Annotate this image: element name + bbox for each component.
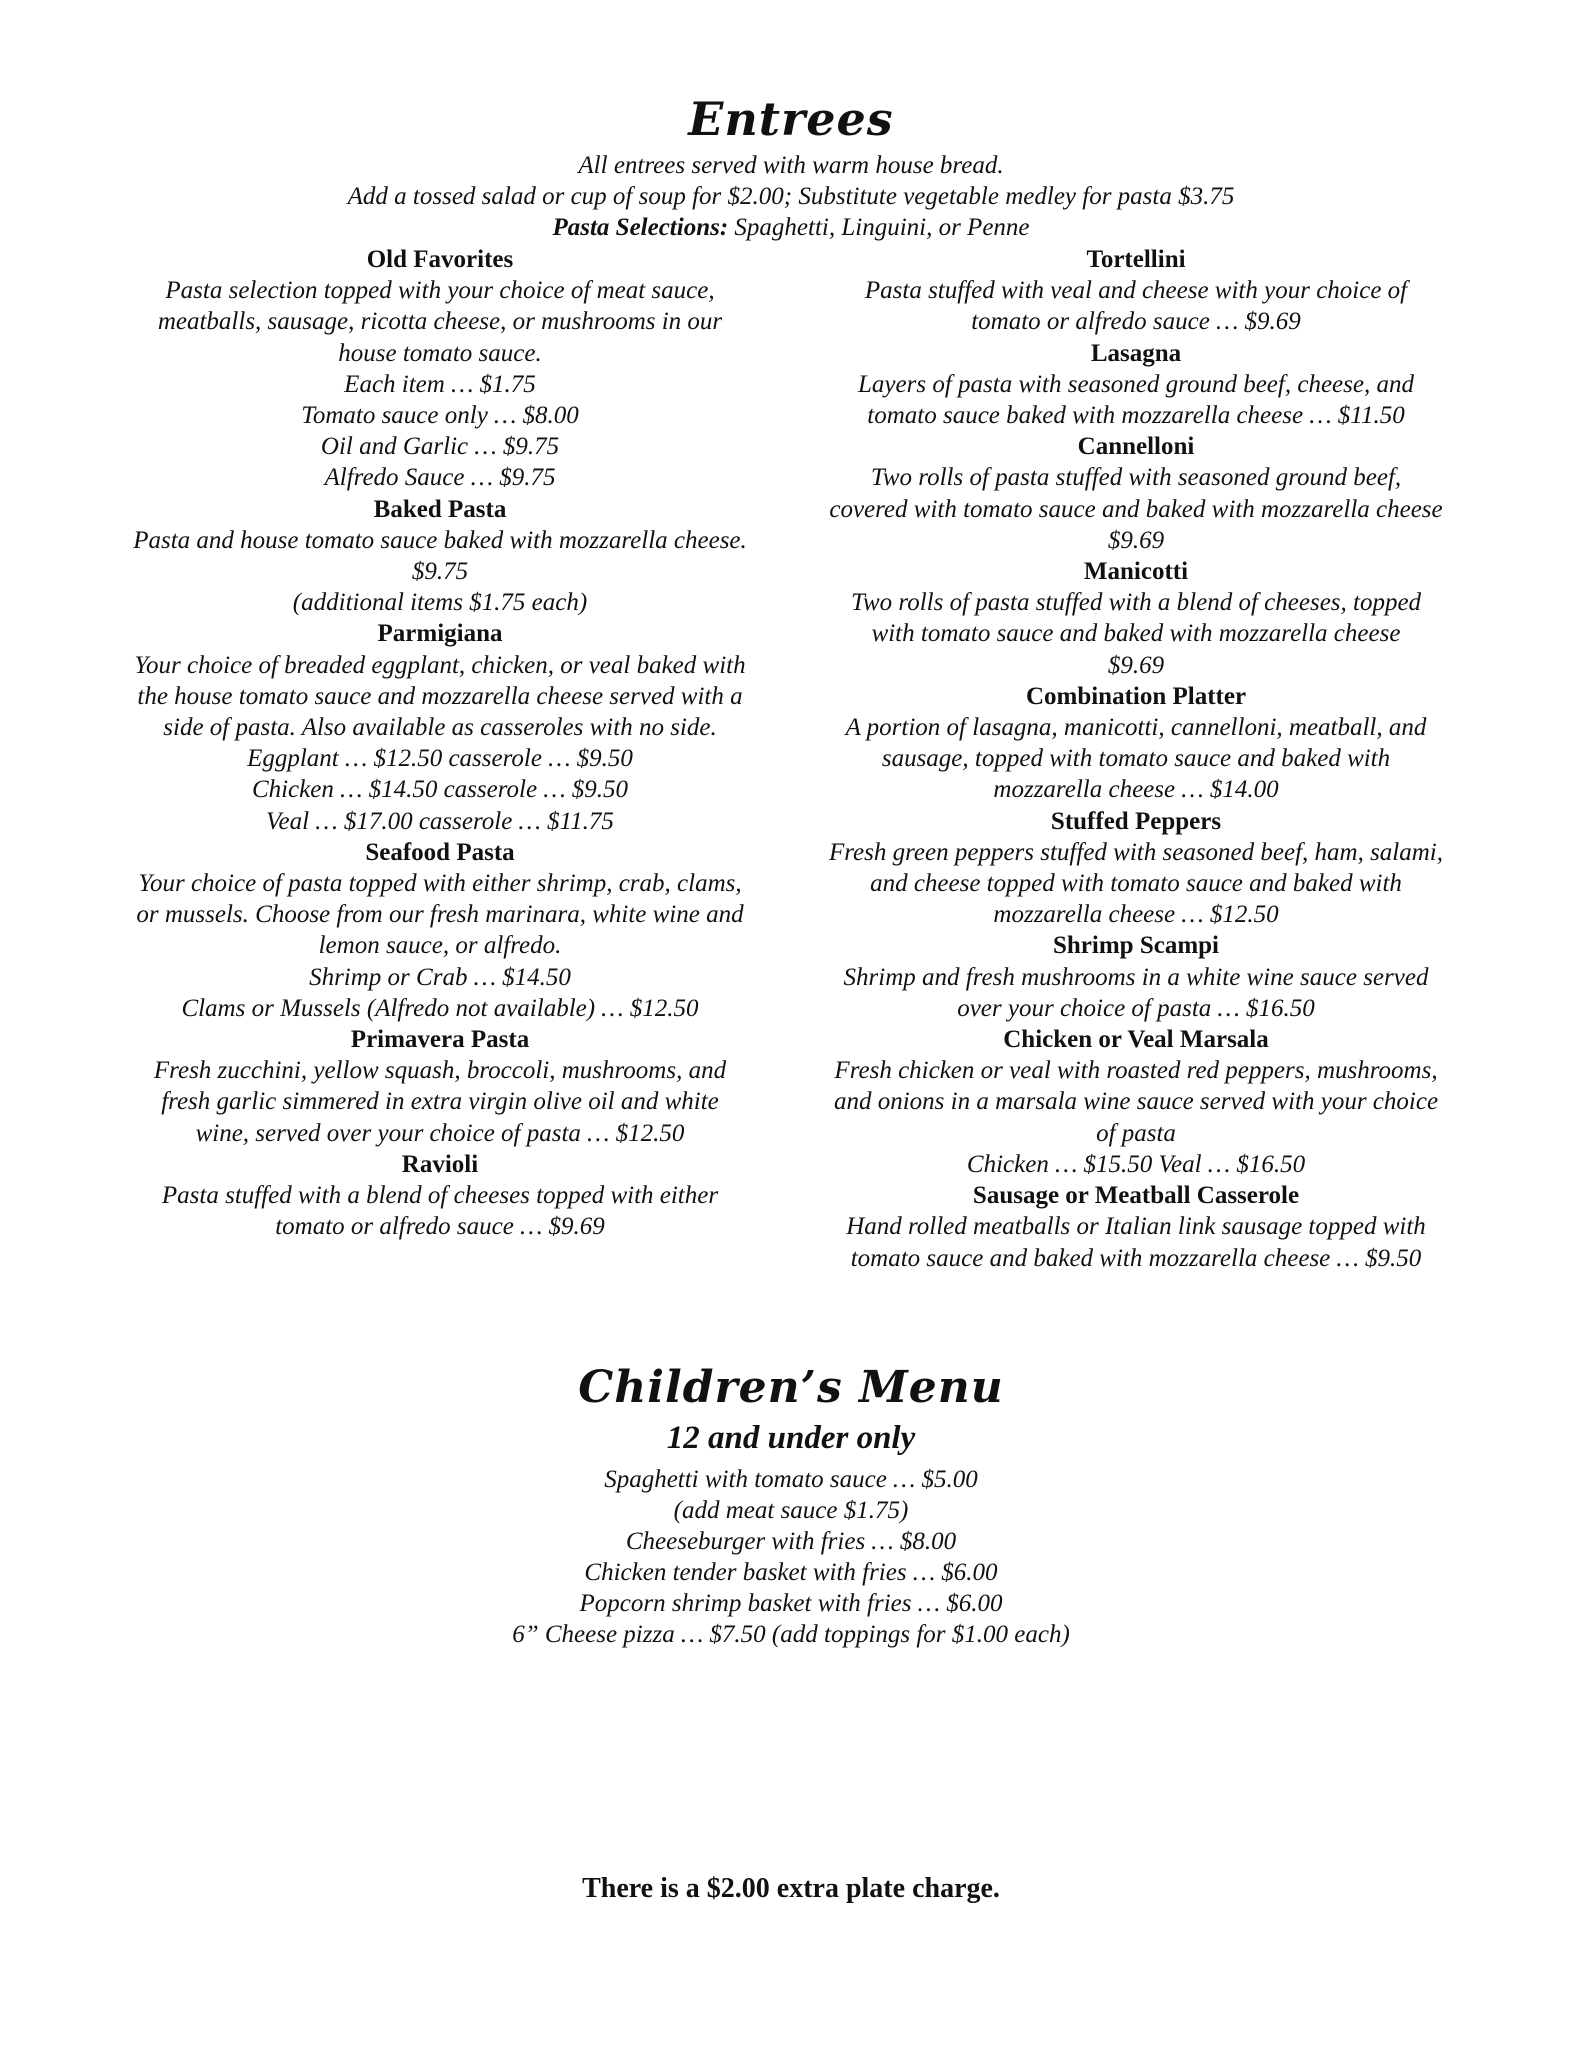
item-line: Two rolls of pasta stuffed with a blend of cheeses, topped: [850, 589, 1422, 617]
menu-item: [796, 244, 1476, 338]
plate-charge-note: There is a $2.00 extra plate charge.: [582, 1873, 1000, 1904]
item-line: Fresh green peppers stuffed with seasoned beef, ham, salami,: [828, 838, 1444, 866]
item-line: fresh garlic simmered in extra virgin olive oil and white: [161, 1088, 719, 1116]
item-line: $9.69: [1107, 651, 1165, 679]
menu-item: [796, 1024, 1476, 1180]
item-line: Alfredo Sauce … $9.75: [324, 464, 556, 492]
item-line: (additional items $1.75 each): [292, 589, 588, 617]
list-item: Cheeseburger with fries … $8.00: [625, 1528, 957, 1555]
item-line: tomato sauce baked with mozzarella cheese … $11.50: [867, 402, 1405, 430]
entrees-left-column: [100, 244, 780, 1243]
item-line: the house tomato sauce and mozzarella cheese served with a: [137, 682, 743, 710]
item-name: Combination Platter: [1025, 682, 1247, 710]
menu-item: [796, 556, 1476, 681]
item-line: wine, served over your choice of pasta … $12.50: [195, 1119, 685, 1147]
menu-item: [100, 618, 780, 836]
item-line: Chicken … $15.50 Veal … $16.50: [966, 1150, 1306, 1178]
item-line: Your choice of breaded eggplant, chicken, or veal baked with: [134, 651, 746, 679]
menu-item: [796, 930, 1476, 1024]
item-name: Parmigiana: [377, 620, 503, 648]
item-line: sausage, topped with tomato sauce and baked with: [881, 745, 1391, 773]
childrens-menu-subtitle: 12 and under only: [666, 1420, 916, 1456]
menu-item: [100, 1024, 780, 1149]
list-item: Spaghetti with tomato sauce … $5.00: [604, 1466, 978, 1493]
list-item: (add meat sauce $1.75): [673, 1497, 909, 1524]
item-name: Ravioli: [401, 1150, 479, 1178]
item-name: Old Favorites: [366, 246, 514, 273]
menu-item: [796, 806, 1476, 931]
item-name: Seafood Pasta: [365, 838, 515, 866]
item-line: and cheese topped with tomato sauce and baked with: [870, 870, 1402, 898]
item-name: Stuffed Peppers: [1050, 807, 1222, 835]
item-line: Hand rolled meatballs or Italian link sausage topped with: [846, 1213, 1426, 1241]
item-line: Clams or Mussels (Alfredo not available) … $12.50: [181, 994, 699, 1022]
item-line: with tomato sauce and baked with mozzarella cheese: [871, 620, 1401, 648]
item-line: Shrimp and fresh mushrooms in a white wine sauce served: [843, 963, 1429, 991]
item-line: covered with tomato sauce and baked with mozzarella cheese: [829, 495, 1443, 523]
menu-item: [100, 494, 780, 619]
item-line: Oil and Garlic … $9.75: [320, 433, 560, 461]
menu-item: [100, 244, 780, 494]
item-line: Your choice of pasta topped with either shrimp, crab, clams,: [138, 870, 742, 898]
item-name: Cannelloni: [1077, 433, 1195, 461]
item-line: Veal … $17.00 casserole … $11.75: [266, 807, 614, 835]
item-line: Fresh chicken or veal with roasted red peppers, mushrooms,: [834, 1057, 1438, 1085]
item-name: Shrimp Scampi: [1052, 932, 1219, 960]
item-line: and onions in a marsala wine sauce served with your choice: [833, 1088, 1439, 1116]
item-line: Layers of pasta with seasoned ground beef, cheese, and: [858, 370, 1414, 398]
childrens-menu-list: [0, 1464, 1582, 1650]
pasta-selections: [0, 212, 1582, 243]
item-line: or mussels. Choose from our fresh marinara, white wine and: [136, 901, 744, 929]
item-line: $9.75: [411, 558, 469, 586]
entrees-right-column: [796, 244, 1476, 1274]
item-name: Baked Pasta: [373, 495, 507, 523]
item-line: $9.69: [1107, 526, 1165, 554]
list-item: Popcorn shrimp basket with fries … $6.00: [579, 1590, 1003, 1617]
intro-bread-note: All entrees served with warm house bread.: [578, 152, 1004, 179]
item-line: side of pasta. Also available as casseroles with no side.: [163, 714, 717, 742]
item-line: Pasta stuffed with veal and cheese with your choice of: [864, 277, 1408, 305]
item-name: Chicken or Veal Marsala: [1003, 1026, 1269, 1054]
item-line: Shrimp or Crab … $14.50: [309, 963, 571, 991]
menu-item: [796, 1180, 1476, 1274]
item-line: Pasta and house tomato sauce baked with mozzarella cheese.: [133, 526, 747, 554]
item-line: Each item … $1.75: [344, 370, 536, 398]
intro-salad-note: Add a tossed salad or cup of soup for $2.00; Substitute vegetable medley for pasta $3.75: [347, 183, 1235, 210]
item-line: tomato or alfredo sauce … $9.69: [275, 1213, 605, 1241]
entrees-intro: [0, 150, 1582, 243]
item-line: house tomato sauce.: [338, 339, 542, 367]
item-line: Two rolls of pasta stuffed with seasoned ground beef,: [870, 464, 1402, 492]
menu-item: [100, 1149, 780, 1243]
item-line: Pasta stuffed with a blend of cheeses topped with either: [161, 1182, 719, 1210]
pasta-selections-label: Pasta Selections:: [552, 214, 729, 241]
menu-item: [796, 681, 1476, 806]
item-line: Eggplant … $12.50 casserole … $9.50: [247, 745, 633, 773]
item-line: A portion of lasagna, manicotti, cannelloni, meatball, and: [845, 714, 1427, 742]
menu-item: [796, 431, 1476, 556]
item-line: Pasta selection topped with your choice of meat sauce,: [165, 277, 715, 305]
item-name: Lasagna: [1090, 339, 1182, 367]
item-name: Manicotti: [1083, 558, 1189, 586]
entrees-title: Entrees: [688, 92, 894, 146]
item-name: Primavera Pasta: [350, 1026, 530, 1054]
item-line: tomato sauce and baked with mozzarella cheese … $9.50: [850, 1244, 1422, 1272]
pasta-selections-options: Spaghetti, Linguini, or Penne: [728, 214, 1030, 241]
item-line: tomato or alfredo sauce … $9.69: [971, 308, 1301, 336]
menu-item: [100, 837, 780, 1024]
item-line: meatballs, sausage, ricotta cheese, or mushrooms in our: [157, 308, 723, 336]
item-line: mozzarella cheese … $14.00: [993, 776, 1279, 804]
item-line: Tomato sauce only … $8.00: [301, 402, 579, 430]
item-line: over your choice of pasta … $16.50: [957, 994, 1315, 1022]
item-name: Sausage or Meatball Casserole: [972, 1182, 1300, 1210]
menu-item: [796, 338, 1476, 432]
item-line: of pasta: [1096, 1119, 1176, 1147]
childrens-menu-title: Children’s Menu: [578, 1362, 1004, 1413]
item-line: Fresh zucchini, yellow squash, broccoli, mushrooms, and: [153, 1057, 727, 1085]
list-item: 6” Cheese pizza … $7.50 (add toppings for $1.00 each): [512, 1621, 1070, 1648]
item-line: Chicken … $14.50 casserole … $9.50: [251, 776, 629, 804]
list-item: Chicken tender basket with fries … $6.00: [584, 1559, 998, 1586]
item-name: Tortellini: [1086, 246, 1186, 273]
item-line: mozzarella cheese … $12.50: [993, 901, 1279, 929]
item-line: lemon sauce, or alfredo.: [318, 932, 562, 960]
